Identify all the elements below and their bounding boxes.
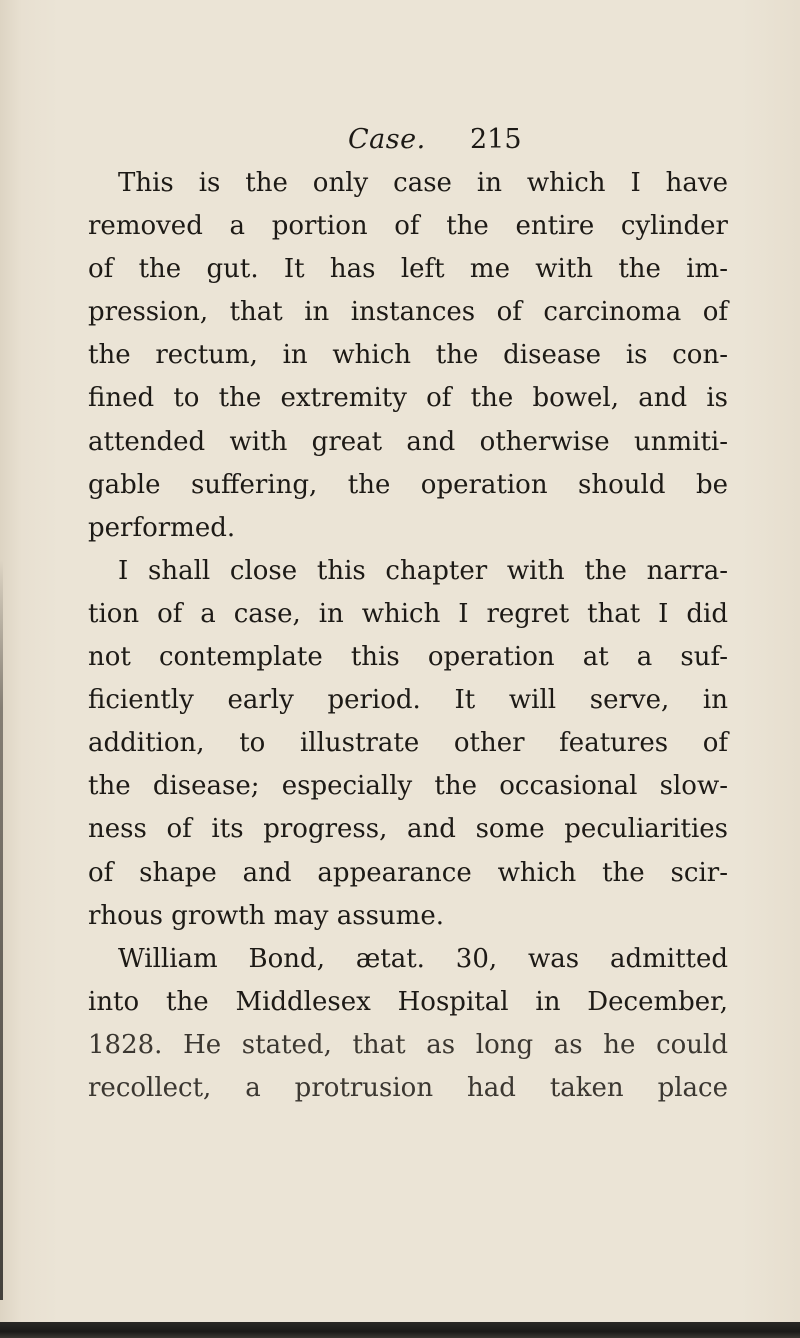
text-line: addition, to illustrate other features of xyxy=(88,728,728,759)
text-line: attended with great and otherwise unmiti- xyxy=(88,426,728,457)
text-line: rhous growth may assume. xyxy=(88,900,444,931)
page-spine-shadow xyxy=(0,560,3,1300)
text-line: the disease; especially the occasional slow- xyxy=(88,771,728,802)
text-line: performed. xyxy=(88,512,236,543)
text-line: ness of its progress, and some peculiarities xyxy=(88,814,728,845)
page-bottom-edge xyxy=(0,1322,800,1338)
text-line: into the Middlesex Hospital in December, xyxy=(88,986,728,1017)
text-line: 1828. He stated, that as long as he could xyxy=(88,1029,728,1060)
text-line: recollect, a protrusion had taken place xyxy=(88,1072,728,1103)
running-head: Case. xyxy=(348,124,426,155)
page-number: 215 xyxy=(470,124,522,155)
text-line: William Bond, ætat. 30, was admitted xyxy=(118,943,728,974)
page-header xyxy=(0,124,800,164)
text-line: the rectum, in which the disease is con- xyxy=(88,340,728,371)
body-text xyxy=(88,162,728,1110)
text-line: not contemplate this operation at a suf- xyxy=(88,642,728,673)
text-line: This is the only case in which I have xyxy=(118,168,728,198)
text-line: ficiently early period. It will serve, in xyxy=(88,685,728,716)
text-line: of the gut. It has left me with the im- xyxy=(88,254,728,285)
text-line: gable suffering, the operation should be xyxy=(88,469,728,500)
text-line: tion of a case, in which I regret that I did xyxy=(88,598,728,629)
text-line: of shape and appearance which the scir- xyxy=(88,857,728,888)
text-line: pression, that in instances of carcinoma of xyxy=(88,297,728,328)
text-line: I shall close this chapter with the narra- xyxy=(118,555,728,586)
text-line: fined to the extremity of the bowel, and is xyxy=(88,383,728,414)
text-line: removed a portion of the entire cylinder xyxy=(88,211,728,242)
